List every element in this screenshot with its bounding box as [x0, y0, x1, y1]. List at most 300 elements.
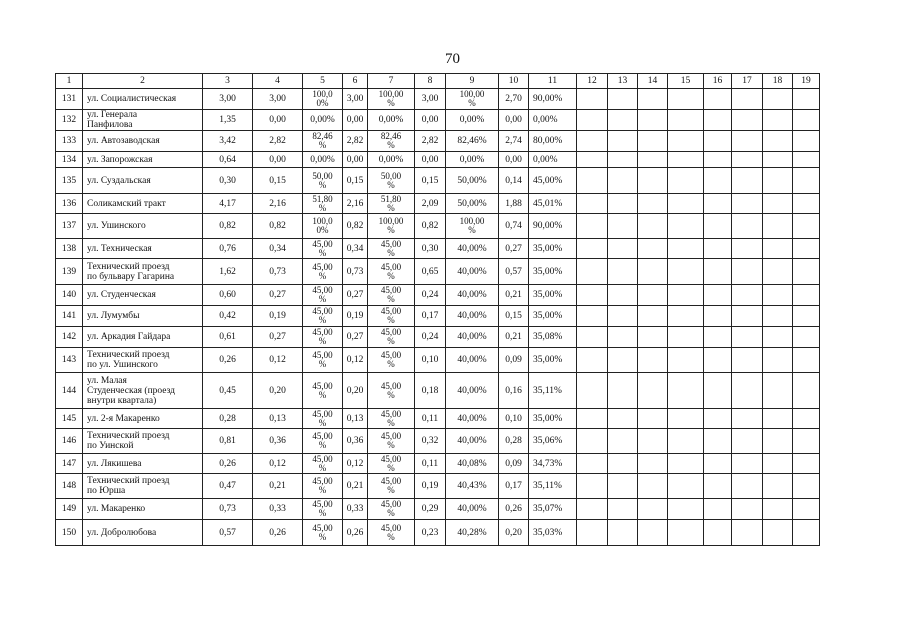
street-name-cell: ул. Ушинского — [83, 214, 203, 239]
street-name-cell: ул. Студенческая — [83, 285, 203, 306]
empty-cell-col-14 — [638, 520, 668, 546]
value-cell-col-3: 1,62 — [203, 259, 253, 285]
value-cell-col-6: 0,13 — [343, 409, 368, 429]
empty-cell-col-15 — [668, 168, 704, 194]
value-cell-col-5: 45,00 % — [303, 429, 343, 454]
value-cell-col-8: 0,24 — [415, 327, 446, 348]
value-cell-col-11: 34,73% — [529, 454, 577, 474]
value-cell-col-5: 45,00 % — [303, 520, 343, 546]
empty-cell-col-14 — [638, 285, 668, 306]
empty-cell-col-13 — [608, 89, 638, 110]
value-cell-col-5: 100,0 0% — [303, 214, 343, 239]
empty-cell-col-13 — [608, 499, 638, 520]
row-number-cell: 148 — [56, 474, 83, 499]
value-cell-col-9: 40,08% — [446, 454, 499, 474]
table-row — [56, 110, 820, 131]
empty-cell-col-12 — [577, 306, 608, 327]
empty-cell-col-12 — [577, 429, 608, 454]
empty-cell-col-14 — [638, 89, 668, 110]
empty-cell-col-17 — [732, 429, 763, 454]
empty-cell-col-19 — [793, 520, 820, 546]
value-cell-col-11: 35,08% — [529, 327, 577, 348]
empty-cell-col-12 — [577, 409, 608, 429]
value-cell-col-4: 2,82 — [253, 131, 303, 152]
empty-cell-col-16 — [704, 520, 732, 546]
empty-cell-col-18 — [763, 239, 793, 259]
empty-cell-col-16 — [704, 168, 732, 194]
value-cell-col-10: 0,16 — [499, 373, 529, 409]
row-number-cell: 137 — [56, 214, 83, 239]
value-cell-col-6: 0,15 — [343, 168, 368, 194]
value-cell-col-10: 0,10 — [499, 409, 529, 429]
empty-cell-col-18 — [763, 152, 793, 168]
value-cell-col-9: 40,00% — [446, 259, 499, 285]
value-cell-col-7: 45,00 % — [368, 373, 415, 409]
table-row — [56, 499, 820, 520]
empty-cell-col-13 — [608, 259, 638, 285]
value-cell-col-6: 2,16 — [343, 194, 368, 214]
value-cell-col-11: 35,00% — [529, 239, 577, 259]
column-header-4: 4 — [253, 74, 303, 89]
value-cell-col-9: 50,00% — [446, 194, 499, 214]
empty-cell-col-14 — [638, 499, 668, 520]
row-number-cell: 135 — [56, 168, 83, 194]
table-row — [56, 348, 820, 373]
empty-cell-col-15 — [668, 348, 704, 373]
value-cell-col-4: 0,27 — [253, 327, 303, 348]
value-cell-col-4: 0,00 — [253, 110, 303, 131]
value-cell-col-3: 0,47 — [203, 474, 253, 499]
value-cell-col-8: 0,11 — [415, 454, 446, 474]
value-cell-col-7: 45,00 % — [368, 239, 415, 259]
row-number-cell: 149 — [56, 499, 83, 520]
empty-cell-col-13 — [608, 110, 638, 131]
value-cell-col-9: 40,00% — [446, 499, 499, 520]
value-cell-col-6: 0,82 — [343, 214, 368, 239]
value-cell-col-3: 0,64 — [203, 152, 253, 168]
value-cell-col-7: 45,00 % — [368, 327, 415, 348]
empty-cell-col-16 — [704, 194, 732, 214]
value-cell-col-3: 0,76 — [203, 239, 253, 259]
empty-cell-col-17 — [732, 520, 763, 546]
street-name-cell: ул. Малая Студенческая (проезд внутри квартала) — [83, 373, 203, 409]
empty-cell-col-16 — [704, 454, 732, 474]
row-number-cell: 138 — [56, 239, 83, 259]
empty-cell-col-15 — [668, 327, 704, 348]
empty-cell-col-17 — [732, 409, 763, 429]
value-cell-col-5: 100,0 0% — [303, 89, 343, 110]
empty-cell-col-16 — [704, 152, 732, 168]
value-cell-col-7: 45,00 % — [368, 259, 415, 285]
empty-cell-col-13 — [608, 239, 638, 259]
value-cell-col-11: 35,11% — [529, 474, 577, 499]
street-name-cell: ул. Лумумбы — [83, 306, 203, 327]
value-cell-col-3: 0,73 — [203, 499, 253, 520]
empty-cell-col-19 — [793, 499, 820, 520]
empty-cell-col-14 — [638, 373, 668, 409]
value-cell-col-9: 40,00% — [446, 373, 499, 409]
empty-cell-col-16 — [704, 239, 732, 259]
value-cell-col-6: 0,27 — [343, 327, 368, 348]
empty-cell-col-19 — [793, 429, 820, 454]
street-name-cell: ул. Суздальская — [83, 168, 203, 194]
value-cell-col-4: 0,27 — [253, 285, 303, 306]
empty-cell-col-19 — [793, 214, 820, 239]
empty-cell-col-19 — [793, 373, 820, 409]
value-cell-col-9: 40,00% — [446, 409, 499, 429]
empty-cell-col-18 — [763, 259, 793, 285]
value-cell-col-7: 100,00 % — [368, 89, 415, 110]
empty-cell-col-14 — [638, 474, 668, 499]
column-header-18: 18 — [763, 74, 793, 89]
value-cell-col-3: 0,26 — [203, 454, 253, 474]
empty-cell-col-18 — [763, 306, 793, 327]
value-cell-col-3: 0,45 — [203, 373, 253, 409]
row-number-cell: 131 — [56, 89, 83, 110]
table-row — [56, 131, 820, 152]
empty-cell-col-12 — [577, 214, 608, 239]
empty-cell-col-13 — [608, 327, 638, 348]
value-cell-col-4: 0,19 — [253, 306, 303, 327]
column-header-11: 11 — [529, 74, 577, 89]
value-cell-col-5: 45,00 % — [303, 348, 343, 373]
value-cell-col-3: 0,26 — [203, 348, 253, 373]
empty-cell-col-15 — [668, 152, 704, 168]
value-cell-col-9: 0,00% — [446, 152, 499, 168]
row-number-cell: 146 — [56, 429, 83, 454]
value-cell-col-10: 0,00 — [499, 110, 529, 131]
empty-cell-col-16 — [704, 285, 732, 306]
value-cell-col-5: 45,00 % — [303, 285, 343, 306]
empty-cell-col-15 — [668, 89, 704, 110]
value-cell-col-9: 40,00% — [446, 429, 499, 454]
street-name-cell: Соликамский тракт — [83, 194, 203, 214]
street-name-cell: ул. 2-я Макаренко — [83, 409, 203, 429]
empty-cell-col-17 — [732, 454, 763, 474]
value-cell-col-9: 40,43% — [446, 474, 499, 499]
value-cell-col-4: 0,12 — [253, 454, 303, 474]
value-cell-col-8: 3,00 — [415, 89, 446, 110]
value-cell-col-4: 0,33 — [253, 499, 303, 520]
value-cell-col-11: 45,00% — [529, 168, 577, 194]
value-cell-col-10: 0,14 — [499, 168, 529, 194]
value-cell-col-4: 0,36 — [253, 429, 303, 454]
value-cell-col-4: 0,13 — [253, 409, 303, 429]
empty-cell-col-12 — [577, 110, 608, 131]
empty-cell-col-19 — [793, 285, 820, 306]
empty-cell-col-12 — [577, 168, 608, 194]
empty-cell-col-12 — [577, 520, 608, 546]
empty-cell-col-12 — [577, 348, 608, 373]
empty-cell-col-17 — [732, 152, 763, 168]
value-cell-col-10: 0,74 — [499, 214, 529, 239]
column-header-8: 8 — [415, 74, 446, 89]
empty-cell-col-15 — [668, 194, 704, 214]
value-cell-col-3: 0,81 — [203, 429, 253, 454]
empty-cell-col-15 — [668, 214, 704, 239]
value-cell-col-9: 50,00% — [446, 168, 499, 194]
column-header-3: 3 — [203, 74, 253, 89]
table-row — [56, 168, 820, 194]
value-cell-col-9: 40,00% — [446, 285, 499, 306]
street-name-cell: ул. Добролюбова — [83, 520, 203, 546]
value-cell-col-6: 2,82 — [343, 131, 368, 152]
empty-cell-col-17 — [732, 348, 763, 373]
value-cell-col-9: 100,00 % — [446, 89, 499, 110]
value-cell-col-3: 0,82 — [203, 214, 253, 239]
empty-cell-col-12 — [577, 373, 608, 409]
value-cell-col-8: 0,10 — [415, 348, 446, 373]
empty-cell-col-13 — [608, 373, 638, 409]
column-header-15: 15 — [668, 74, 704, 89]
empty-cell-col-16 — [704, 474, 732, 499]
empty-cell-col-13 — [608, 285, 638, 306]
value-cell-col-11: 35,11% — [529, 373, 577, 409]
value-cell-col-10: 0,17 — [499, 474, 529, 499]
value-cell-col-10: 0,09 — [499, 454, 529, 474]
empty-cell-col-14 — [638, 429, 668, 454]
empty-cell-col-14 — [638, 409, 668, 429]
value-cell-col-6: 0,36 — [343, 429, 368, 454]
table-row — [56, 429, 820, 454]
row-number-cell: 134 — [56, 152, 83, 168]
table-header-row — [56, 74, 820, 89]
table-row — [56, 152, 820, 168]
value-cell-col-11: 45,01% — [529, 194, 577, 214]
empty-cell-col-16 — [704, 214, 732, 239]
empty-cell-col-19 — [793, 327, 820, 348]
empty-cell-col-14 — [638, 239, 668, 259]
table-row — [56, 454, 820, 474]
value-cell-col-4: 0,00 — [253, 152, 303, 168]
row-number-cell: 139 — [56, 259, 83, 285]
value-cell-col-4: 0,26 — [253, 520, 303, 546]
value-cell-col-9: 0,00% — [446, 110, 499, 131]
empty-cell-col-19 — [793, 348, 820, 373]
value-cell-col-6: 0,21 — [343, 474, 368, 499]
empty-cell-col-17 — [732, 239, 763, 259]
empty-cell-col-14 — [638, 194, 668, 214]
value-cell-col-8: 0,29 — [415, 499, 446, 520]
empty-cell-col-16 — [704, 327, 732, 348]
column-header-1: 1 — [56, 74, 83, 89]
value-cell-col-6: 3,00 — [343, 89, 368, 110]
value-cell-col-5: 45,00 % — [303, 454, 343, 474]
value-cell-col-11: 0,00% — [529, 152, 577, 168]
empty-cell-col-17 — [732, 306, 763, 327]
empty-cell-col-17 — [732, 168, 763, 194]
empty-cell-col-18 — [763, 520, 793, 546]
table-row — [56, 373, 820, 409]
value-cell-col-10: 0,15 — [499, 306, 529, 327]
empty-cell-col-12 — [577, 499, 608, 520]
empty-cell-col-13 — [608, 168, 638, 194]
value-cell-col-11: 35,00% — [529, 285, 577, 306]
empty-cell-col-12 — [577, 239, 608, 259]
empty-cell-col-15 — [668, 373, 704, 409]
row-number-cell: 150 — [56, 520, 83, 546]
empty-cell-col-18 — [763, 373, 793, 409]
empty-cell-col-13 — [608, 520, 638, 546]
value-cell-col-9: 40,00% — [446, 306, 499, 327]
empty-cell-col-19 — [793, 110, 820, 131]
empty-cell-col-13 — [608, 214, 638, 239]
value-cell-col-7: 45,00 % — [368, 474, 415, 499]
value-cell-col-6: 0,12 — [343, 454, 368, 474]
empty-cell-col-13 — [608, 131, 638, 152]
value-cell-col-9: 40,00% — [446, 348, 499, 373]
value-cell-col-11: 35,00% — [529, 348, 577, 373]
empty-cell-col-18 — [763, 168, 793, 194]
empty-cell-col-19 — [793, 168, 820, 194]
table-row — [56, 259, 820, 285]
value-cell-col-5: 45,00 % — [303, 499, 343, 520]
empty-cell-col-15 — [668, 239, 704, 259]
value-cell-col-5: 45,00 % — [303, 259, 343, 285]
value-cell-col-10: 0,00 — [499, 152, 529, 168]
empty-cell-col-16 — [704, 110, 732, 131]
empty-cell-col-17 — [732, 194, 763, 214]
row-number-cell: 132 — [56, 110, 83, 131]
empty-cell-col-13 — [608, 474, 638, 499]
empty-cell-col-14 — [638, 327, 668, 348]
empty-cell-col-17 — [732, 214, 763, 239]
value-cell-col-11: 35,06% — [529, 429, 577, 454]
value-cell-col-6: 0,26 — [343, 520, 368, 546]
row-number-cell: 141 — [56, 306, 83, 327]
table-row — [56, 327, 820, 348]
column-header-13: 13 — [608, 74, 638, 89]
value-cell-col-7: 45,00 % — [368, 348, 415, 373]
empty-cell-col-15 — [668, 520, 704, 546]
value-cell-col-7: 45,00 % — [368, 306, 415, 327]
table-row — [56, 89, 820, 110]
value-cell-col-5: 45,00 % — [303, 474, 343, 499]
value-cell-col-7: 50,00 % — [368, 168, 415, 194]
empty-cell-col-13 — [608, 348, 638, 373]
value-cell-col-4: 0,82 — [253, 214, 303, 239]
value-cell-col-9: 40,00% — [446, 327, 499, 348]
empty-cell-col-16 — [704, 373, 732, 409]
value-cell-col-11: 35,00% — [529, 259, 577, 285]
value-cell-col-8: 0,65 — [415, 259, 446, 285]
street-name-cell: ул. Лякишева — [83, 454, 203, 474]
value-cell-col-10: 0,21 — [499, 285, 529, 306]
empty-cell-col-19 — [793, 131, 820, 152]
empty-cell-col-12 — [577, 474, 608, 499]
value-cell-col-7: 0,00% — [368, 152, 415, 168]
value-cell-col-6: 0,19 — [343, 306, 368, 327]
empty-cell-col-14 — [638, 168, 668, 194]
empty-cell-col-14 — [638, 348, 668, 373]
value-cell-col-7: 100,00 % — [368, 214, 415, 239]
value-cell-col-8: 2,82 — [415, 131, 446, 152]
value-cell-col-10: 0,27 — [499, 239, 529, 259]
empty-cell-col-18 — [763, 474, 793, 499]
empty-cell-col-16 — [704, 499, 732, 520]
empty-cell-col-19 — [793, 409, 820, 429]
value-cell-col-8: 0,17 — [415, 306, 446, 327]
value-cell-col-6: 0,20 — [343, 373, 368, 409]
empty-cell-col-16 — [704, 306, 732, 327]
empty-cell-col-16 — [704, 348, 732, 373]
empty-cell-col-12 — [577, 89, 608, 110]
empty-cell-col-12 — [577, 285, 608, 306]
empty-cell-col-18 — [763, 194, 793, 214]
empty-cell-col-19 — [793, 89, 820, 110]
column-header-6: 6 — [343, 74, 368, 89]
value-cell-col-3: 0,60 — [203, 285, 253, 306]
value-cell-col-6: 0,12 — [343, 348, 368, 373]
value-cell-col-8: 0,32 — [415, 429, 446, 454]
value-cell-col-5: 45,00 % — [303, 409, 343, 429]
value-cell-col-10: 0,28 — [499, 429, 529, 454]
table-row — [56, 194, 820, 214]
empty-cell-col-14 — [638, 259, 668, 285]
table-row — [56, 306, 820, 327]
value-cell-col-6: 0,34 — [343, 239, 368, 259]
value-cell-col-6: 0,73 — [343, 259, 368, 285]
empty-cell-col-18 — [763, 429, 793, 454]
empty-cell-col-13 — [608, 429, 638, 454]
empty-cell-col-14 — [638, 152, 668, 168]
empty-cell-col-15 — [668, 454, 704, 474]
column-header-2: 2 — [83, 74, 203, 89]
row-number-cell: 144 — [56, 373, 83, 409]
table-row — [56, 520, 820, 546]
street-name-cell: ул. Аркадия Гайдара — [83, 327, 203, 348]
value-cell-col-11: 35,07% — [529, 499, 577, 520]
empty-cell-col-13 — [608, 454, 638, 474]
empty-cell-col-18 — [763, 348, 793, 373]
value-cell-col-3: 3,00 — [203, 89, 253, 110]
empty-cell-col-19 — [793, 454, 820, 474]
empty-cell-col-15 — [668, 306, 704, 327]
empty-cell-col-15 — [668, 409, 704, 429]
empty-cell-col-12 — [577, 152, 608, 168]
value-cell-col-3: 3,42 — [203, 131, 253, 152]
empty-cell-col-16 — [704, 409, 732, 429]
value-cell-col-7: 45,00 % — [368, 499, 415, 520]
empty-cell-col-19 — [793, 306, 820, 327]
value-cell-col-4: 0,34 — [253, 239, 303, 259]
empty-cell-col-18 — [763, 89, 793, 110]
value-cell-col-10: 0,21 — [499, 327, 529, 348]
empty-cell-col-18 — [763, 131, 793, 152]
empty-cell-col-13 — [608, 194, 638, 214]
value-cell-col-5: 45,00 % — [303, 373, 343, 409]
value-cell-col-7: 51,80 % — [368, 194, 415, 214]
street-name-cell: ул. Техническая — [83, 239, 203, 259]
column-header-14: 14 — [638, 74, 668, 89]
value-cell-col-3: 0,42 — [203, 306, 253, 327]
empty-cell-col-12 — [577, 131, 608, 152]
empty-cell-col-17 — [732, 474, 763, 499]
column-header-19: 19 — [793, 74, 820, 89]
empty-cell-col-15 — [668, 259, 704, 285]
value-cell-col-11: 35,00% — [529, 409, 577, 429]
table-row — [56, 239, 820, 259]
value-cell-col-8: 0,82 — [415, 214, 446, 239]
empty-cell-col-18 — [763, 285, 793, 306]
row-number-cell: 145 — [56, 409, 83, 429]
value-cell-col-8: 0,24 — [415, 285, 446, 306]
column-header-16: 16 — [704, 74, 732, 89]
value-cell-col-11: 0,00% — [529, 110, 577, 131]
value-cell-col-8: 0,18 — [415, 373, 446, 409]
value-cell-col-8: 2,09 — [415, 194, 446, 214]
empty-cell-col-15 — [668, 131, 704, 152]
